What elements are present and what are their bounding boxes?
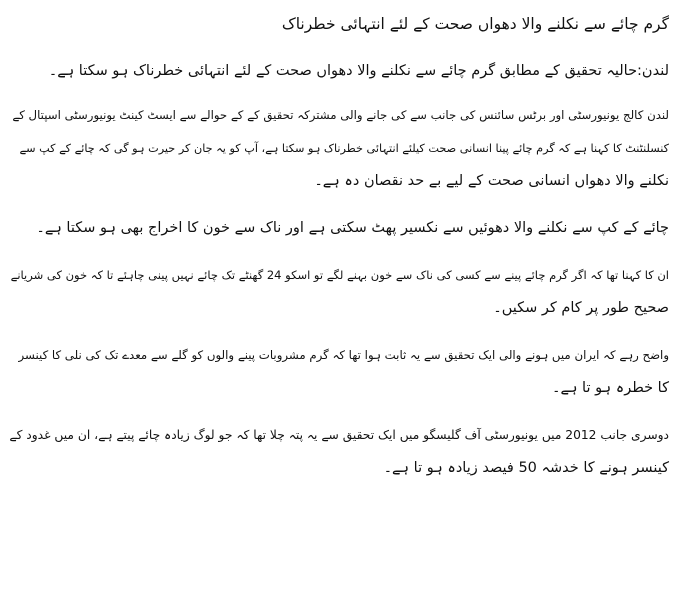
paragraph-intro	[8, 55, 669, 88]
article-title: گرم چائے سے نکلنے والا دھواں صحت کے لئے انتہائی خطرناک	[281, 15, 669, 33]
paragraph-line: ان کا کہنا تھا کہ اگر گرم چائے پینے سے کسی کی ناک سے خون بہنے لگے تو اسکو 24 گھنٹے تک چائے نہیں پینی چاہئے تا کہ خون کی شریانے	[10, 268, 669, 282]
paragraph-glasgow-study	[8, 419, 669, 485]
paragraph-line: چائے کے کپ سے نکلنے والا دھوئیں سے نکسیر پھٹ سکتی ہے اور ناک سے خون کا اخراج بھی ہو سکتا ہے۔	[36, 220, 669, 236]
paragraph-line: کنسلنٹنٹ کا کہنا ہے کہ گرم چائے پینا انسانی صحت کیلئے انتہائی خطرناک ہو سکتا ہے، آپ کو یہ جان کر حیرت ہو گی کہ چائے کے کپ سے	[19, 142, 669, 155]
paragraph-line: لندن کالج یونیورسٹی اور برٹس سائنس کی جانب سے کی جانے والی مشترکہ تحقیق کے کے حوالے سے ایسٹ کینٹ یونیورسٹی اسپتال کے	[12, 108, 669, 122]
paragraph-line: صحیح طور پر کام کر سکیں۔	[493, 300, 669, 316]
paragraph-line: لندن:حالیہ تحقیق کے مطابق گرم چائے سے نکلنے والا دھواں صحت کے لئے انتہائی خطرناک ہو سکتا ہے۔	[48, 63, 669, 79]
paragraph-line: کینسر ہونے کا خدشہ 50 فیصد زیادہ ہو تا ہے۔	[383, 460, 669, 476]
paragraph-line: کا خطرہ ہو تا ہے۔	[551, 380, 669, 396]
paragraph-consultant	[8, 99, 669, 198]
paragraph-nosebleed	[8, 212, 669, 245]
paragraph-line: واضح رہے کہ ایران میں ہونے والی ایک تحقیق سے یہ ثابت ہوا تھا کہ گرم مشروبات پینے والوں کو گلے سے معدے تک کی نلی کا کینسر	[18, 348, 669, 362]
paragraph-line: دوسری جانب 2012 میں یونیورسٹی آف گلیسگو میں ایک تحقیق سے یہ پتہ چلا تھا کہ جو لوگ زیادہ چائے پیتے ہے، ان میں غدود کے	[9, 428, 669, 442]
paragraph-line: نکلنے والا دھواں انسانی صحت کے لیے بے حد نقصان دہ ہے۔	[314, 173, 669, 189]
paragraph-advice	[8, 259, 669, 325]
paragraph-iran-study	[8, 339, 669, 405]
